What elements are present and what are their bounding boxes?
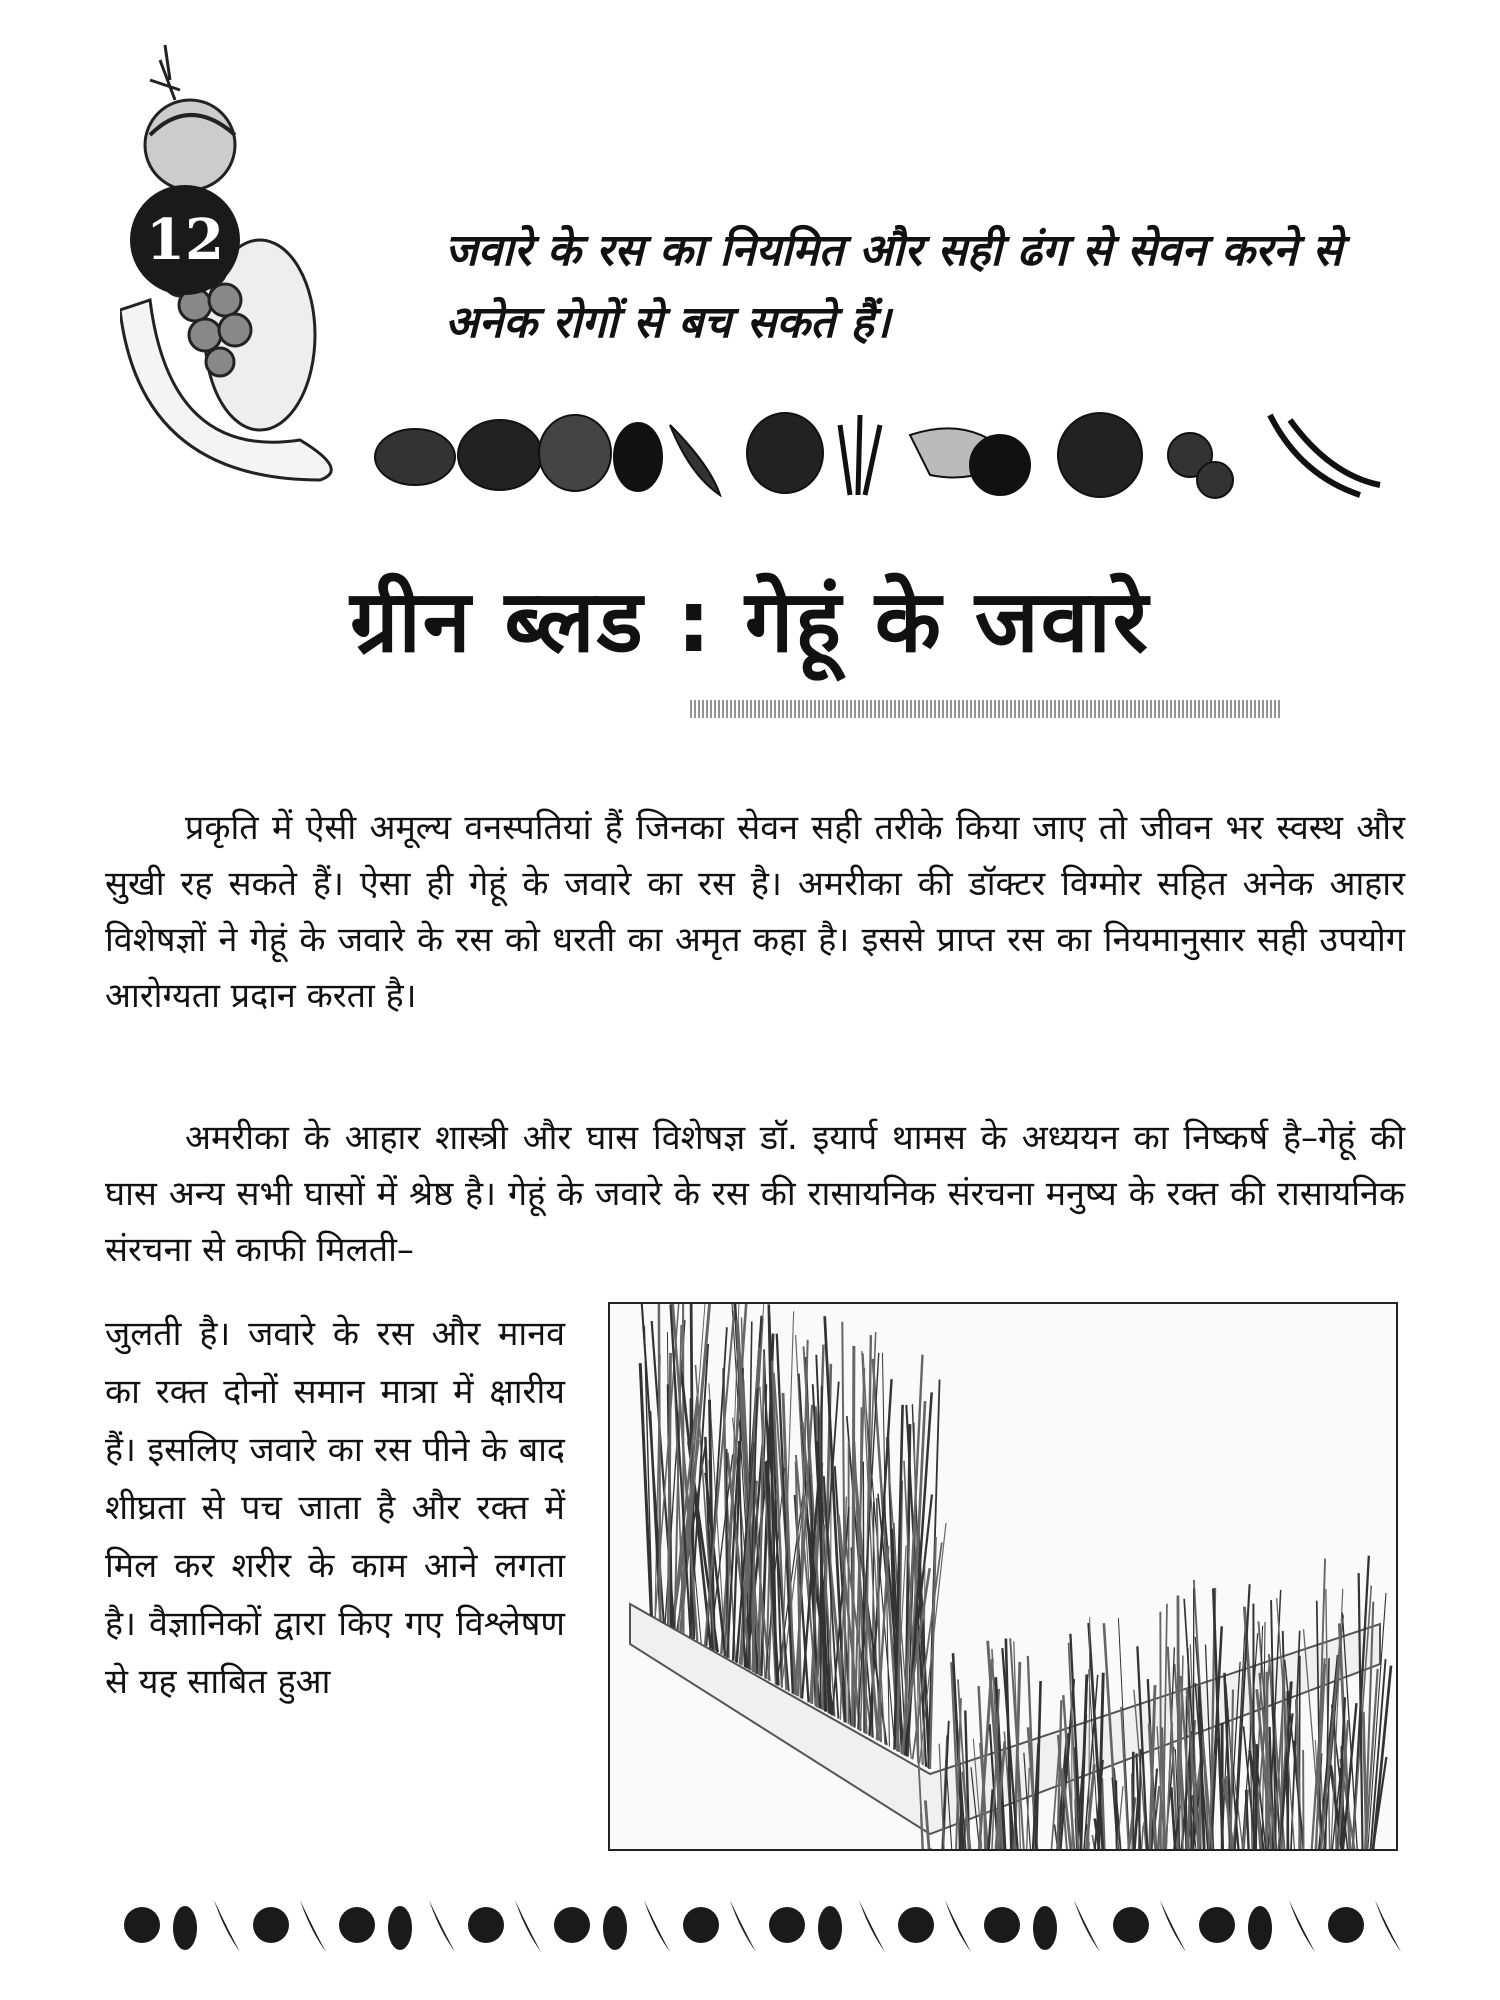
wheatgrass-tray-photo <box>608 1302 1398 1851</box>
paragraph-2: अमरीका के आहार शास्त्री और घास विशेषज्ञ डॉ. इयार्प थामस के अध्ययन का निष्कर्ष है–गेहूं की घास अन्य सभी घासों में श्रेष्ठ है। गेहूं के जवारे के रस की रासायनिक संरचना मनुष्य के रक्त की रासायनिक संरचना से काफी मिलती– <box>105 1118 1405 1270</box>
title-underline <box>690 700 1280 718</box>
chapter-number-badge: 12 <box>130 185 240 295</box>
side-paragraph: जुलती है। जवारे के रस और मानव का रक्त दोनों समान मात्रा में क्षारीय हैं। इसलिए जवारे का रस पीने के बाद शीघ्रता से पच जाता है और रक्त में मिल कर शरीर के काम आने लगता है। वैज्ञानिकों द्वारा किए गए विश्लेषण से यह साबित हुआ <box>105 1314 565 1702</box>
fruit-illustration <box>120 40 380 500</box>
vegetable-border-top <box>370 395 1400 505</box>
vegetable-border-bottom <box>120 1890 1410 1960</box>
page-title: ग्रीन ब्लड : गेहूं के जवारे <box>350 572 1150 672</box>
paragraph-1: प्रकृति में ऐसी अमूल्य वनस्पतियां हैं जिनका सेवन सही तरीके किया जाए तो जीवन भर स्वस्थ और सुखी रह सकते हैं। ऐसा ही गेहूं के जवारे का रस है। अमरीका की डॉक्टर विग्मोर सहित अनेक आहार विशेषज्ञों ने गेहूं के जवारे के रस को धरती का अमृत कहा है। इससे प्राप्त रस का नियमानुसार सही उपयोग आरोग्यता प्रदान करता है। <box>105 808 1405 1016</box>
chapter-tagline: जवारे के रस का नियमित और सही ढंग से सेवन करने से अनेक रोगों से बच सकते हैं। <box>445 225 1343 348</box>
